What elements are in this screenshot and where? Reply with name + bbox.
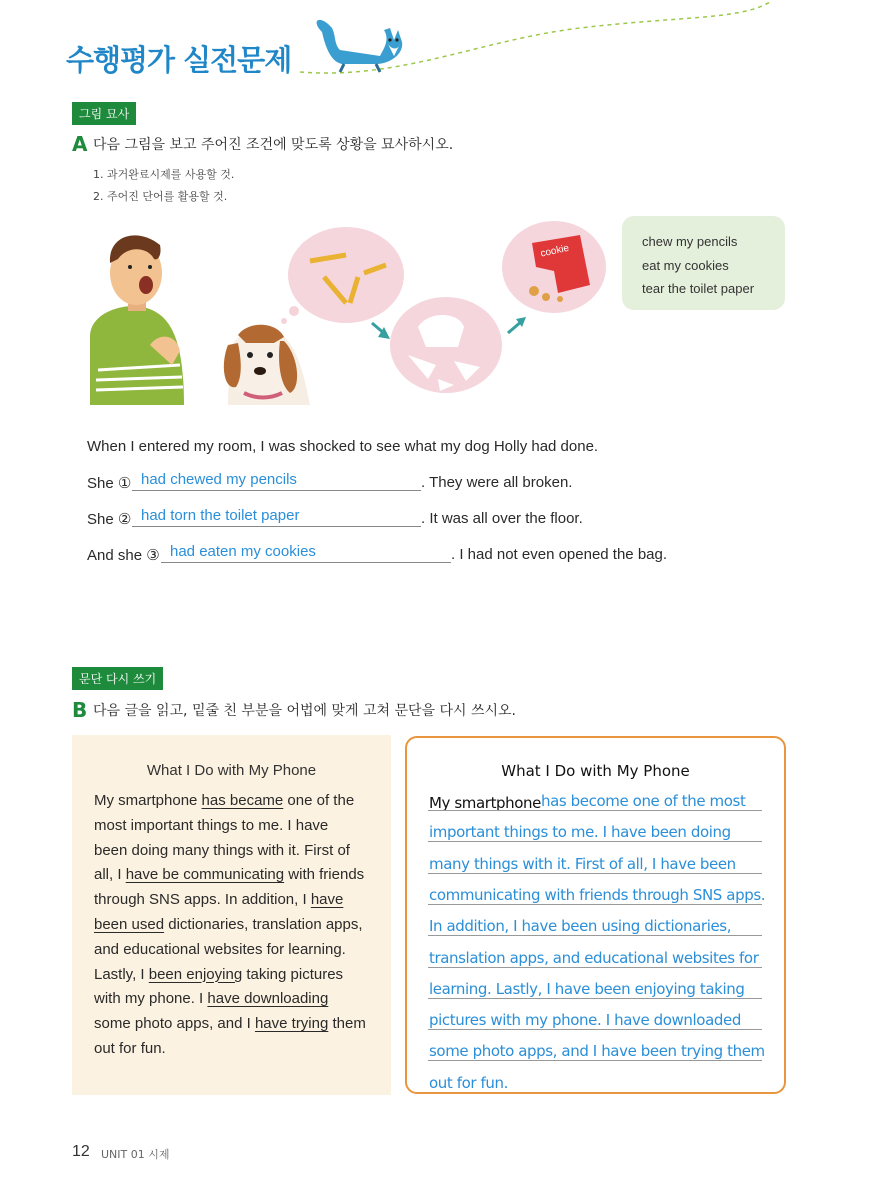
story-illustration (88, 215, 613, 410)
word-box-item: tear the toilet paper (642, 281, 755, 296)
underlined-error: been enjoying (148, 965, 243, 983)
original-text: one of the (283, 792, 355, 809)
shocked-man-figure (90, 235, 184, 405)
answer-3: had eaten my cookies (170, 543, 316, 560)
answer-line: many things with it. First of all, I have been (429, 854, 736, 873)
answer-line: learning. Lastly, I have been enjoying taking (429, 979, 745, 998)
original-line (94, 891, 343, 908)
answer-line: out for fun. (429, 1073, 508, 1092)
section-a-letter: A (72, 132, 88, 156)
original-text: and educational websites for learning. (94, 940, 346, 958)
word-box (622, 216, 785, 310)
header-decoration (280, 0, 780, 90)
original-line (94, 916, 363, 933)
original-title: What I Do with My Phone (146, 762, 317, 779)
sentence-1-prefix: She ① (87, 475, 132, 492)
word-box-item: eat my cookies (642, 257, 729, 273)
answer-line: pictures with my phone. I have downloaded (429, 1011, 741, 1030)
answer-line: In addition, I have been using dictionaries, (429, 917, 732, 936)
underlined-error: has became (201, 792, 284, 809)
section-b-tag: 문단 다시 쓰기 (72, 667, 163, 690)
original-line (94, 966, 343, 983)
original-text: out for fun. (94, 1040, 166, 1057)
original-text: all, I (94, 866, 126, 884)
writing-rule (428, 841, 762, 842)
page-number: 12 (72, 1143, 90, 1160)
writing-rule (428, 873, 762, 874)
sentence-2-suffix: . It was all over the floor. (421, 510, 583, 527)
answer-paragraph-box[interactable] (405, 736, 786, 1094)
underlined-error: have trying (254, 1015, 329, 1033)
thought-dot (289, 306, 299, 316)
sentence-3-suffix: . I had not even opened the bag. (451, 546, 668, 563)
dog-figure (224, 325, 310, 405)
underlined-error: have be communicating (125, 866, 285, 884)
answer-line: some photo apps, and I have been trying them (429, 1042, 765, 1061)
original-line (94, 842, 350, 859)
original-text: through SNS apps. In addition, I (94, 891, 311, 909)
writing-rule (428, 935, 762, 936)
underlined-error: have (310, 891, 344, 909)
condition-1: 1. 과거완료시제를 사용할 것. (93, 168, 235, 181)
original-text: some photo apps, and I (94, 1015, 255, 1033)
original-text: My smartphone (94, 792, 202, 809)
original-text: Lastly, I (94, 965, 149, 983)
original-line (94, 941, 346, 958)
underlined-error: been used (94, 916, 165, 933)
original-text: taking pictures (242, 965, 344, 983)
section-b-instruction: 다음 글을 읽고, 밑줄 친 부분을 어법에 맞게 고쳐 문단을 다시 쓰시오. (93, 703, 516, 719)
answer-prefix: My smartphone (429, 794, 541, 812)
answer-line: important things to me. I have been doing (429, 823, 731, 842)
original-line (94, 1040, 166, 1057)
original-line (94, 792, 354, 809)
original-line (94, 990, 328, 1007)
original-text: dictionaries, translation apps, (164, 916, 363, 933)
unit-label: UNIT 01 시제 (101, 1148, 170, 1161)
original-line (94, 1015, 366, 1032)
story-intro: When I entered my room, I was shocked to see what my dog Holly had done. (87, 438, 599, 455)
original-text: with my phone. I (94, 990, 208, 1008)
original-text: with friends (284, 866, 365, 884)
answer-2: had torn the toilet paper (141, 507, 300, 524)
answer-line: has become one of the most (541, 792, 746, 810)
section-b-letter: B (72, 698, 88, 722)
cookie-bag-label: cookie (539, 242, 571, 260)
sentence-3-prefix: And she ③ (87, 547, 160, 564)
writing-rule (428, 1060, 762, 1061)
original-line (94, 817, 328, 834)
section-a-instruction: 다음 그림을 보고 주어진 조건에 맞도록 상황을 묘사하시오. (93, 137, 454, 153)
original-line (94, 866, 364, 883)
word-box-item: chew my pencils (642, 234, 738, 249)
original-text: them (328, 1015, 366, 1033)
sentence-1-suffix: . They were all broken. (421, 474, 573, 491)
writing-rule (428, 967, 762, 968)
thought-dot (281, 318, 287, 324)
pencils-bubble (288, 227, 404, 323)
section-a-tag: 그림 묘사 (72, 102, 136, 125)
answer-1: had chewed my pencils (141, 471, 297, 488)
writing-rule (428, 810, 762, 811)
condition-2: 2. 주어진 단어를 활용할 것. (93, 190, 228, 203)
page-title: 수행평가 실전문제 (66, 43, 292, 77)
original-text: most important things to me. I have (94, 816, 329, 834)
sentence-2-prefix: She ② (87, 511, 132, 528)
answer-line: communicating with friends through SNS apps. (429, 885, 766, 904)
writing-rule (428, 1029, 762, 1030)
answer-title: What I Do with My Phone (501, 762, 690, 780)
underlined-error: have downloading (207, 990, 329, 1008)
fox-icon (317, 20, 403, 72)
writing-rule (428, 998, 762, 999)
answer-line: translation apps, and educational websites for (429, 948, 759, 967)
original-text: been doing many things with it. First of (94, 841, 350, 859)
writing-rule (428, 904, 762, 905)
